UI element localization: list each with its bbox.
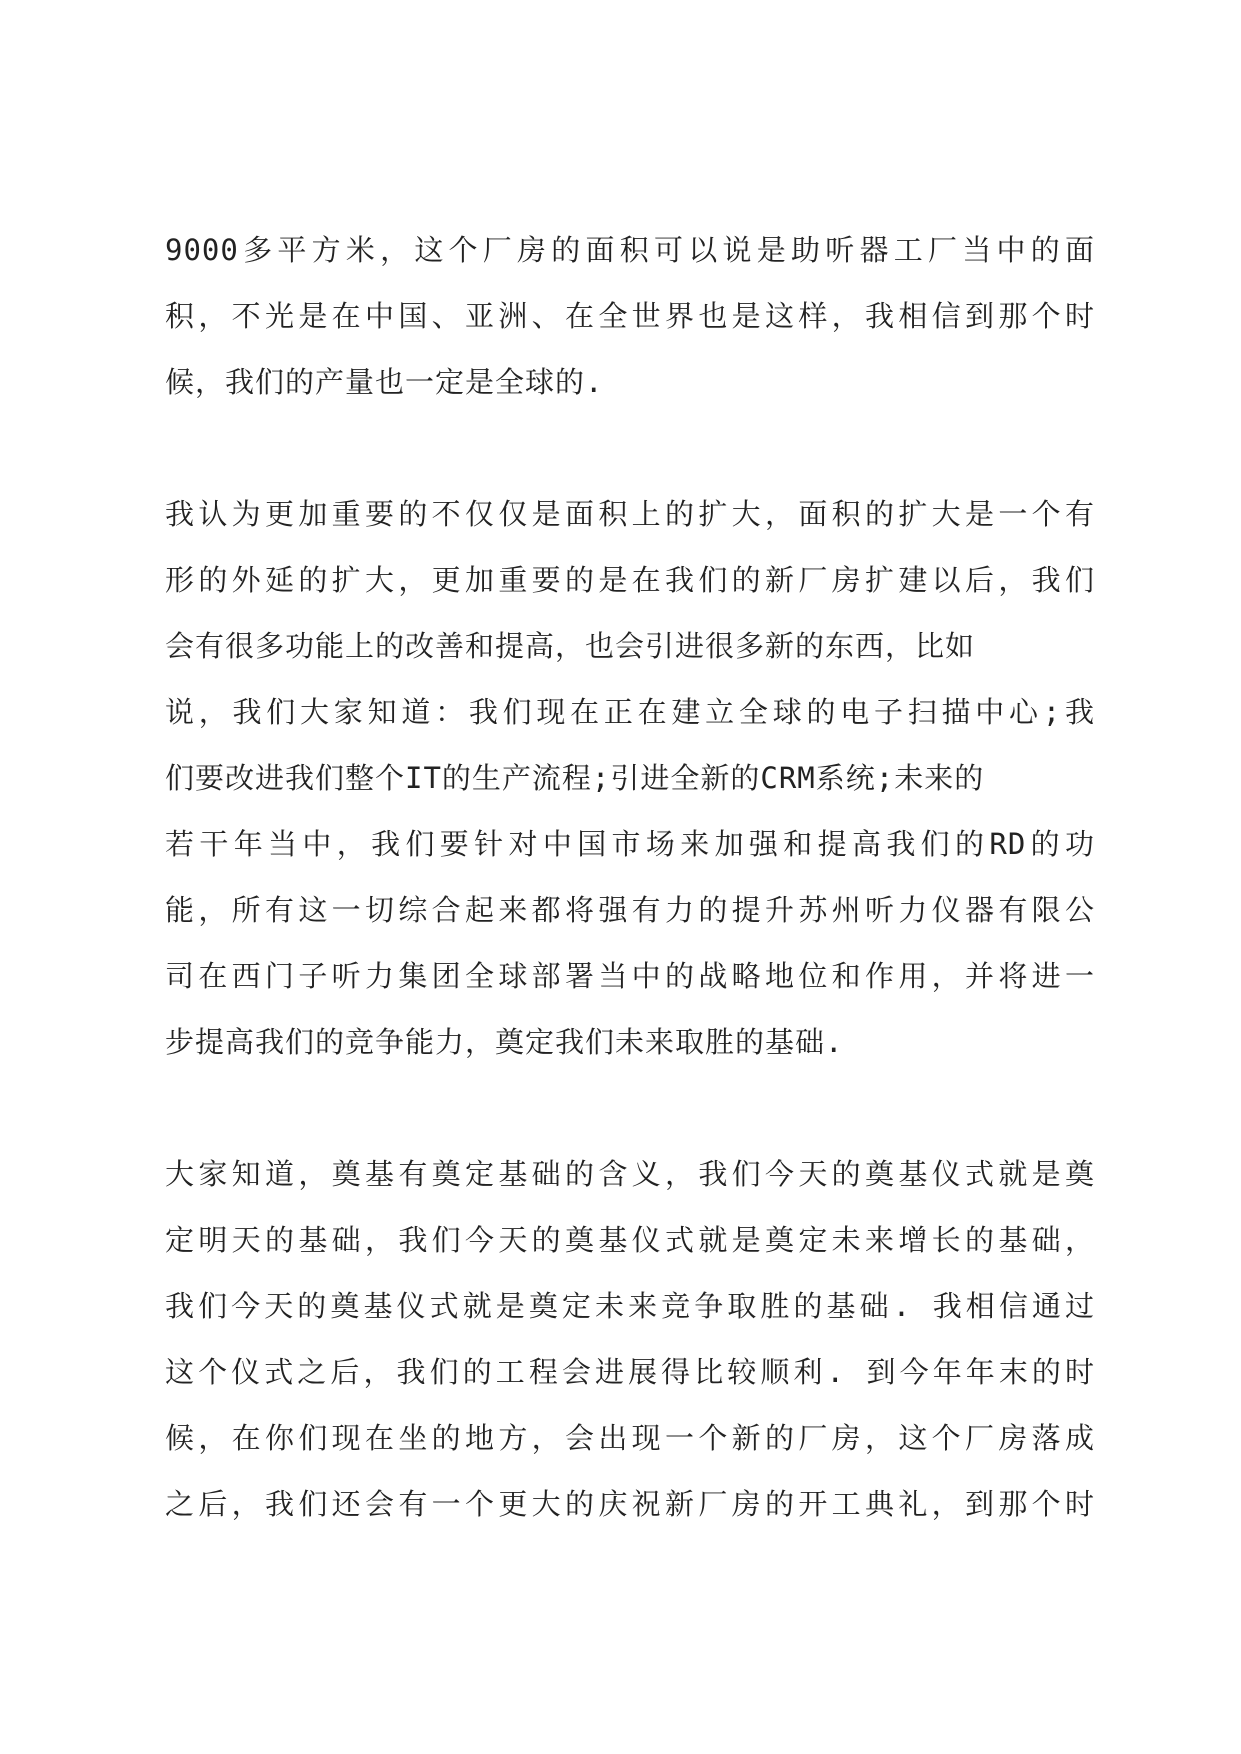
- text-line: 会有很多功能上的改善和提高，也会引进很多新的东西，比如: [165, 629, 976, 663]
- text-line: 之后，我们还会有一个更大的庆祝新厂房的开工典礼，到那个时: [165, 1487, 1095, 1521]
- text-line: 候，我们的产量也一定是全球的.: [165, 365, 604, 399]
- text-line: 们要改进我们整个IT的生产流程;引进全新的CRM系统;未来的: [165, 761, 985, 795]
- text-line: 司在西门子听力集团全球部署当中的战略地位和作用，并将进一: [165, 959, 1095, 993]
- text-line: 这个仪式之后，我们的工程会进展得比较顺利. 到今年年末的时: [165, 1355, 1095, 1389]
- text-line: 若干年当中，我们要针对中国市场来加强和提高我们的RD的功: [165, 827, 1095, 861]
- text-line: 形的外延的扩大，更加重要的是在我们的新厂房扩建以后，我们: [165, 563, 1095, 597]
- paragraph-factory-area: [165, 217, 1095, 415]
- text-line: 大家知道，奠基有奠定基础的含义，我们今天的奠基仪式就是奠: [165, 1157, 1095, 1191]
- text-line: 我认为更加重要的不仅仅是面积上的扩大，面积的扩大是一个有: [165, 497, 1095, 531]
- text-line: 能，所有这一切综合起来都将强有力的提升苏州听力仪器有限公: [165, 893, 1095, 927]
- text-line: 说，我们大家知道：我们现在正在建立全球的电子扫描中心;我: [165, 695, 1095, 729]
- text-line: 积，不光是在中国、亚洲、在全世界也是这样，我相信到那个时: [165, 299, 1095, 333]
- paragraph-ceremony: [165, 1141, 1095, 1537]
- text-line: 定明天的基础，我们今天的奠基仪式就是奠定未来增长的基础，: [165, 1223, 1095, 1257]
- text-line: 步提高我们的竞争能力，奠定我们未来取胜的基础.: [165, 1025, 844, 1059]
- text-line: 9000多平方米，这个厂房的面积可以说是助听器工厂当中的面: [165, 233, 1095, 267]
- text-line: 我们今天的奠基仪式就是奠定未来竞争取胜的基础. 我相信通过: [165, 1289, 1095, 1323]
- paragraph-improvements: [165, 481, 1095, 1075]
- text-line: 候，在你们现在坐的地方，会出现一个新的厂房，这个厂房落成: [165, 1421, 1095, 1455]
